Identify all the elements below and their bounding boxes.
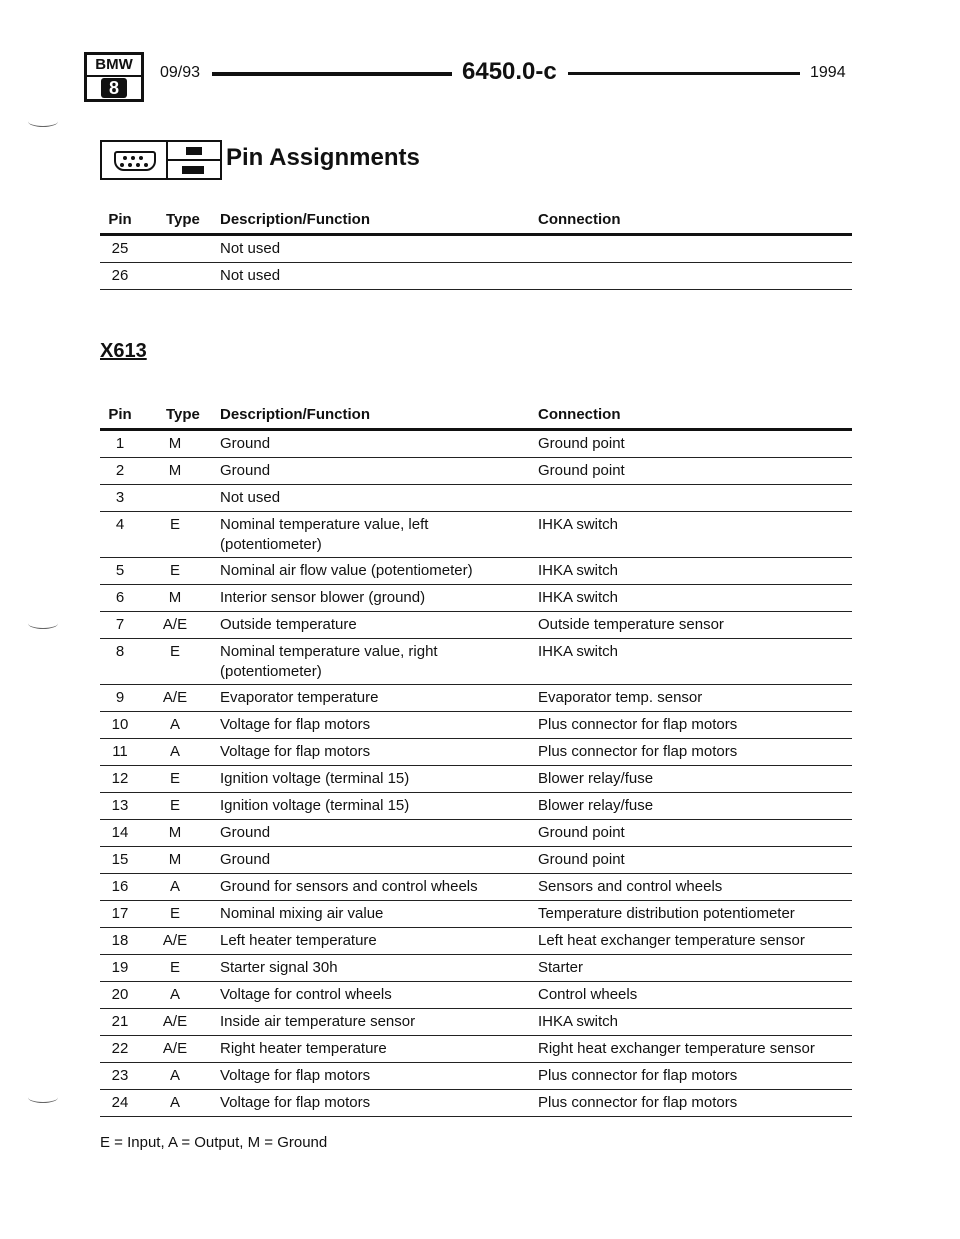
connection-cell: Plus connector for flap motors — [538, 743, 738, 760]
row-divider — [100, 954, 852, 955]
pin-cell: 2 — [115, 462, 125, 479]
connection-cell: Plus connector for flap motors — [538, 1067, 738, 1084]
description-cell: Interior sensor blower (ground) — [220, 589, 426, 606]
description-cell: Ignition voltage (terminal 15) — [220, 770, 410, 787]
logo-model-number: 8 — [101, 78, 127, 98]
connector-icon — [114, 151, 156, 171]
type-cell: E — [169, 770, 180, 787]
pin-cell: 7 — [115, 616, 125, 633]
description-cell: Not used — [220, 489, 281, 506]
description-cell: Nominal temperature value, right (potentiometer) — [220, 643, 438, 680]
pin-cell: 16 — [111, 878, 129, 895]
type-cell: A — [169, 743, 180, 760]
connection-cell: Left heat exchanger temperature sensor — [538, 932, 805, 949]
type-cell: A/E — [162, 932, 188, 949]
row-divider — [100, 927, 852, 928]
section-title: Pin Assignments — [226, 144, 420, 171]
connection-cell: IHKA switch — [538, 1013, 619, 1030]
row-divider — [100, 1008, 852, 1009]
pin-cell: 15 — [111, 851, 129, 868]
type-cell: A — [169, 1094, 180, 1111]
type-cell: A/E — [162, 689, 188, 706]
description-cell: Ground — [220, 824, 271, 841]
connection-cell: Starter — [538, 959, 584, 976]
type-cell: E — [169, 562, 180, 579]
type-cell: A/E — [162, 1040, 188, 1057]
description-cell: Not used — [220, 240, 281, 257]
connection-cell: Blower relay/fuse — [538, 770, 654, 787]
pin-cell: 14 — [111, 824, 129, 841]
type-cell: A — [169, 716, 180, 733]
row-divider — [100, 611, 852, 612]
document-code: 6450.0-c — [462, 58, 557, 85]
pin-cell: 18 — [111, 932, 129, 949]
type-cell: E — [169, 516, 180, 533]
row-divider — [100, 511, 852, 512]
row-divider — [100, 738, 852, 739]
type-cell: A — [169, 878, 180, 895]
type-cell: M — [168, 589, 182, 606]
pin-cell: 4 — [115, 516, 125, 533]
connection-cell: Ground point — [538, 462, 625, 479]
description-cell: Ground for sensors and control wheels — [220, 878, 478, 895]
connector-label: X613 — [100, 340, 147, 362]
pin-cell: 26 — [111, 267, 129, 284]
type-cell: E — [169, 643, 180, 660]
connection-cell: Blower relay/fuse — [538, 797, 654, 814]
description-cell: Voltage for flap motors — [220, 1094, 371, 1111]
type-cell: M — [168, 435, 182, 452]
row-divider — [100, 900, 852, 901]
description-cell: Voltage for flap motors — [220, 1067, 371, 1084]
row-divider — [100, 262, 852, 263]
pin-cell: 19 — [111, 959, 129, 976]
description-cell: Nominal air flow value (potentiometer) — [220, 562, 473, 579]
margin-mark — [28, 116, 58, 127]
header-year: 1994 — [810, 64, 846, 81]
col-type-header: Type — [166, 211, 200, 228]
table2-header-rule — [100, 428, 852, 431]
type-legend: E = Input, A = Output, M = Ground — [100, 1134, 328, 1151]
row-divider — [100, 765, 852, 766]
row-divider — [100, 1035, 852, 1036]
header-rule-right — [568, 72, 800, 75]
row-divider — [100, 684, 852, 685]
row-divider — [100, 792, 852, 793]
connection-cell: Ground point — [538, 435, 625, 452]
pin-cell: 9 — [115, 689, 125, 706]
row-divider — [100, 981, 852, 982]
connection-cell: Ground point — [538, 824, 625, 841]
row-divider — [100, 1062, 852, 1063]
connection-cell: IHKA switch — [538, 643, 619, 660]
type-cell: M — [168, 824, 182, 841]
connection-cell: Plus connector for flap motors — [538, 1094, 738, 1111]
description-cell: Voltage for flap motors — [220, 716, 371, 733]
connection-cell: Temperature distribution potentiometer — [538, 905, 795, 922]
pin-cell: 11 — [112, 743, 128, 760]
col-desc-header: Description/Function — [220, 211, 370, 228]
connection-cell: Evaporator temp. sensor — [538, 689, 703, 706]
type-cell: A/E — [162, 616, 188, 633]
row-divider — [100, 289, 852, 290]
row-divider — [100, 484, 852, 485]
pin-cell: 20 — [111, 986, 129, 1003]
col-type-header: Type — [166, 406, 200, 423]
pin-cell: 13 — [111, 797, 129, 814]
pin-cell: 6 — [115, 589, 125, 606]
description-cell: Evaporator temperature — [220, 689, 379, 706]
type-cell: A/E — [162, 1013, 188, 1030]
type-cell: E — [169, 959, 180, 976]
row-divider — [100, 873, 852, 874]
connection-cell: Plus connector for flap motors — [538, 716, 738, 733]
pin-cell: 17 — [111, 905, 129, 922]
connection-cell: Outside temperature sensor — [538, 616, 724, 633]
connection-cell: Sensors and control wheels — [538, 878, 723, 895]
description-cell: Ground — [220, 462, 271, 479]
col-desc-header: Description/Function — [220, 406, 370, 423]
col-pin-header: Pin — [108, 406, 132, 423]
margin-mark — [28, 618, 58, 629]
description-cell: Ground — [220, 435, 271, 452]
pin-cell: 21 — [111, 1013, 129, 1030]
connection-cell: Ground point — [538, 851, 625, 868]
header-rule-left — [212, 72, 452, 76]
pin-cell: 12 — [111, 770, 129, 787]
description-cell: Voltage for flap motors — [220, 743, 371, 760]
row-divider — [100, 711, 852, 712]
type-cell: A — [169, 986, 180, 1003]
connection-cell: Control wheels — [538, 986, 638, 1003]
table1-header-rule — [100, 233, 852, 236]
type-cell: M — [168, 462, 182, 479]
pin-cell: 3 — [115, 489, 125, 506]
row-divider — [100, 819, 852, 820]
description-cell: Ground — [220, 851, 271, 868]
row-divider — [100, 584, 852, 585]
bmw-8-logo — [84, 52, 144, 102]
description-cell: Starter signal 30h — [220, 959, 338, 976]
pin-cell: 5 — [115, 562, 125, 579]
description-cell: Voltage for control wheels — [220, 986, 392, 1003]
description-cell: Outside temperature — [220, 616, 357, 633]
description-cell: Right heater temperature — [220, 1040, 387, 1057]
col-pin-header: Pin — [108, 211, 132, 228]
connection-cell: Right heat exchanger temperature sensor — [538, 1040, 815, 1057]
pin-cell: 23 — [111, 1067, 129, 1084]
pin-cell: 24 — [111, 1094, 129, 1111]
pin-cell: 25 — [111, 240, 129, 257]
pin-cell: 22 — [111, 1040, 129, 1057]
type-cell: E — [169, 905, 180, 922]
row-divider — [100, 1089, 852, 1090]
connection-cell: IHKA switch — [538, 589, 619, 606]
pin-cell: 1 — [115, 435, 125, 452]
col-conn-header: Connection — [538, 211, 621, 228]
connection-cell: IHKA switch — [538, 516, 619, 533]
description-cell: Left heater temperature — [220, 932, 377, 949]
connection-cell: IHKA switch — [538, 562, 619, 579]
margin-mark — [28, 1092, 58, 1103]
description-cell: Ignition voltage (terminal 15) — [220, 797, 410, 814]
row-divider — [100, 1116, 852, 1117]
row-divider — [100, 846, 852, 847]
description-cell: Nominal mixing air value — [220, 905, 384, 922]
type-cell: M — [168, 851, 182, 868]
pin-cell: 10 — [111, 716, 129, 733]
description-cell: Nominal temperature value, left (potentiometer) — [220, 516, 429, 553]
type-cell: E — [169, 797, 180, 814]
description-cell: Not used — [220, 267, 281, 284]
type-cell: A — [169, 1067, 180, 1084]
col-conn-header: Connection — [538, 406, 621, 423]
logo-brand-text: BMW — [87, 55, 141, 77]
row-divider — [100, 638, 852, 639]
row-divider — [100, 457, 852, 458]
header-date: 09/93 — [160, 64, 201, 81]
description-cell: Inside air temperature sensor — [220, 1013, 416, 1030]
row-divider — [100, 557, 852, 558]
section-icon-box — [100, 140, 222, 180]
pin-cell: 8 — [115, 643, 125, 660]
